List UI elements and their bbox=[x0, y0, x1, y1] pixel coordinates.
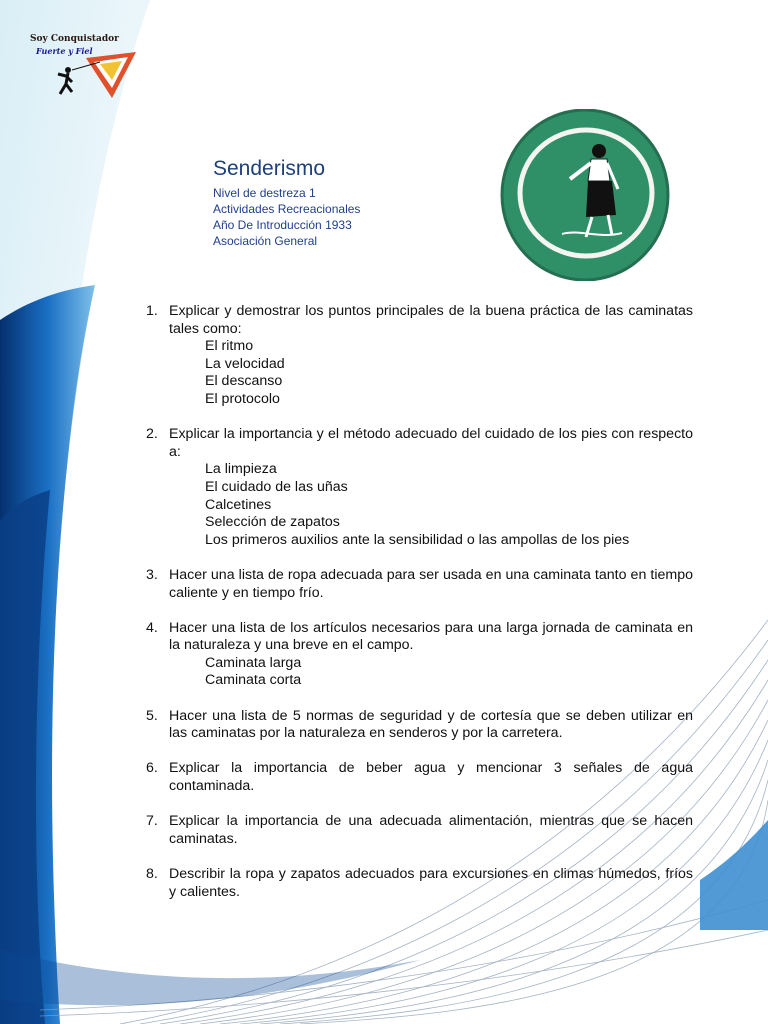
sub-item: Calcetines bbox=[205, 496, 272, 513]
list-item bbox=[140, 426, 693, 549]
list-item bbox=[140, 760, 693, 795]
item-number: 7. bbox=[146, 813, 158, 830]
item-text: Explicar y demostrar los puntos principales de la buena práctica de las caminatas tales como: bbox=[169, 303, 693, 337]
sub-item: Los primeros auxilios ante la sensibilidad o las ampollas de los pies bbox=[205, 531, 630, 548]
list-item bbox=[140, 303, 693, 409]
item-text: Hacer una lista de ropa adecuada para ser usada en una caminata tanto en tiempo caliente y en tiempo frío. bbox=[169, 566, 693, 601]
item-number: 5. bbox=[146, 707, 158, 724]
hiker-badge-icon bbox=[500, 109, 670, 281]
sub-item: Selección de zapatos bbox=[205, 514, 340, 531]
header-line-skill-level: Nivel de destreza 1 bbox=[213, 186, 316, 200]
logo-text-bottom: Fuerte y Fiel bbox=[36, 46, 93, 56]
header-line-year: Año De Introducción 1933 bbox=[213, 218, 352, 232]
list-item bbox=[140, 813, 693, 848]
sub-item: El protocolo bbox=[205, 390, 280, 407]
item-text: Hacer una lista de los artículos necesarios para una larga jornada de caminata en la naturaleza y una breve en el campo. bbox=[169, 619, 693, 654]
honor-badge bbox=[500, 109, 670, 286]
list-item bbox=[140, 708, 693, 743]
list-item bbox=[140, 866, 693, 901]
sub-item: Caminata corta bbox=[205, 672, 302, 689]
logo-text-top: Soy Conquistador bbox=[30, 34, 119, 44]
sub-item: La velocidad bbox=[205, 355, 285, 372]
item-text: Explicar la importancia de beber agua y mencionar 3 señales de agua contaminada. bbox=[169, 760, 693, 795]
sub-item: La limpieza bbox=[205, 461, 277, 478]
sub-item: Caminata larga bbox=[205, 654, 302, 671]
item-text: Explicar la importancia y el método adecuado del cuidado de los pies con respecto a: bbox=[169, 426, 693, 460]
item-text: Describir la ropa y zapatos adecuados para excursiones en climas húmedos, fríos y calientes. bbox=[169, 866, 693, 900]
header-line-association: Asociación General bbox=[213, 234, 318, 248]
requirements-list bbox=[140, 303, 693, 919]
item-number: 8. bbox=[146, 866, 158, 882]
sub-item: El ritmo bbox=[205, 338, 254, 355]
header-line-category: Actividades Recreacionales bbox=[213, 202, 361, 216]
item-number: 6. bbox=[146, 760, 158, 777]
logo bbox=[22, 30, 127, 100]
header bbox=[213, 157, 360, 249]
item-text: Explicar la importancia de una adecuada alimentación, mientras que se hacen caminatas. bbox=[169, 813, 693, 847]
item-number: 4. bbox=[146, 619, 158, 636]
item-number: 2. bbox=[146, 426, 158, 443]
item-number: 3. bbox=[146, 566, 158, 583]
page-title: Senderismo bbox=[213, 157, 326, 180]
sub-item: El cuidado de las uñas bbox=[205, 478, 348, 495]
list-item bbox=[140, 567, 693, 602]
list-item bbox=[140, 620, 693, 690]
sub-item: El descanso bbox=[205, 373, 283, 390]
item-number: 1. bbox=[146, 303, 158, 319]
item-text: Hacer una lista de 5 normas de seguridad y de cortesía que se deben utilizar en las caminatas por la naturaleza en senderos y por la carretera. bbox=[169, 707, 693, 742]
